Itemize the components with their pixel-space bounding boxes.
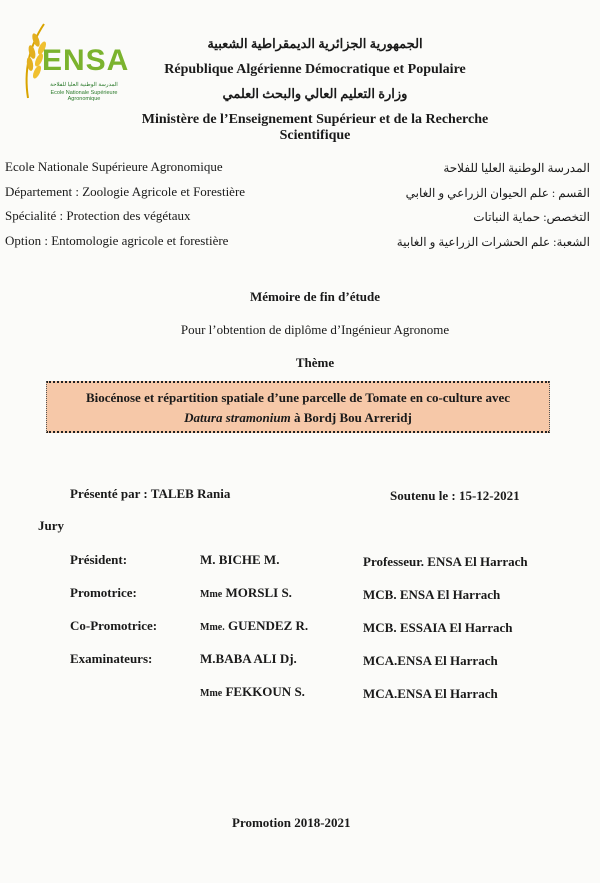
jury-grade: MCA.ENSA El Harrach [363, 686, 498, 701]
jury-prefix: Mme [200, 688, 223, 699]
jury-grade: MCA.ENSA El Harrach [363, 653, 498, 668]
jury-prefix: Mme. [200, 622, 225, 633]
speciality-ar: التخصص: حماية النباتات [473, 210, 590, 224]
ministry-title-ar: وزارة التعليم العالي والبحث العلمي [222, 86, 408, 101]
jury-name-text: MORSLI S. [222, 585, 292, 600]
jury-role: Président: [70, 552, 128, 567]
jury-name-text: M. BICHE M. [200, 552, 280, 567]
jury-name [200, 651, 297, 667]
logo-subtitle-ar: المدرسة الوطنية العليا للفلاحة [50, 82, 118, 88]
theme-label: Thème [295, 355, 335, 370]
ministry-title-fr-line2: Scientifique [279, 128, 351, 143]
logo-subtitle-fr: Ecole Nationale Supérieure Agronomique [50, 90, 118, 102]
republic-title-ar: الجمهورية الجزائرية الديمقراطية الشعبية [207, 36, 423, 51]
school-ar: المدرسة الوطنية العليا للفلاحة [443, 161, 590, 175]
memoire-title: Mémoire de fin d’étude [249, 289, 381, 304]
department-ar: القسم : علم الحيوان الزراعي و الغابي [405, 186, 590, 200]
jury-grade: Professeur. ENSA El Harrach [363, 554, 528, 569]
jury-title: Jury [38, 518, 64, 533]
jury-grade: MCB. ENSA El Harrach [363, 587, 501, 602]
jury-name-text: FEKKOUN S. [222, 684, 305, 699]
jury-name [200, 684, 305, 700]
speciality-fr: Spécialité : Protection des végétaux [5, 208, 191, 223]
republic-title-fr: République Algérienne Démocratique et Populaire [164, 62, 466, 77]
department-fr: Département : Zoologie Agricole et Forestière [5, 184, 246, 199]
jury-role: Examinateurs: [70, 651, 153, 666]
theme-species: Datura stramonium [184, 410, 291, 425]
logo-text: ENSA [42, 44, 130, 77]
theme-line-2 [47, 410, 549, 426]
option-ar: الشعبة: علم الحشرات الزراعية و الغابية [396, 235, 590, 249]
jury-role: Co-Promotrice: [70, 618, 158, 633]
memoire-subtitle: Pour l’obtention de diplôme d’Ingénieur Agronome [180, 322, 450, 337]
jury-name [200, 585, 292, 601]
jury-name [200, 618, 308, 634]
jury-prefix: Mme [200, 589, 223, 600]
jury-name [200, 552, 279, 568]
theme-box [46, 381, 550, 433]
theme-line-1: Biocénose et répartition spatiale d’une parcelle de Tomate en co-culture avec [85, 390, 511, 405]
jury-grade: MCB. ESSAIA El Harrach [363, 620, 513, 635]
theme-location: à Bordj Bou Arreridj [290, 410, 412, 425]
option-fr: Option : Entomologie agricole et forestière [5, 233, 229, 248]
promotion: Promotion 2018-2021 [232, 815, 351, 830]
ministry-title-fr: Ministère de l’Enseignement Supérieur et de la Recherche [141, 112, 489, 127]
jury-name-text: GUENDEZ R. [224, 618, 309, 633]
jury-name-text: M.BABA ALI Dj. [200, 651, 297, 666]
presented-by: Présenté par : TALEB Rania [70, 486, 231, 501]
defended-date: Soutenu le : 15-12-2021 [390, 488, 520, 503]
school-fr: Ecole Nationale Supérieure Agronomique [5, 159, 223, 174]
jury-role: Promotrice: [70, 585, 137, 600]
